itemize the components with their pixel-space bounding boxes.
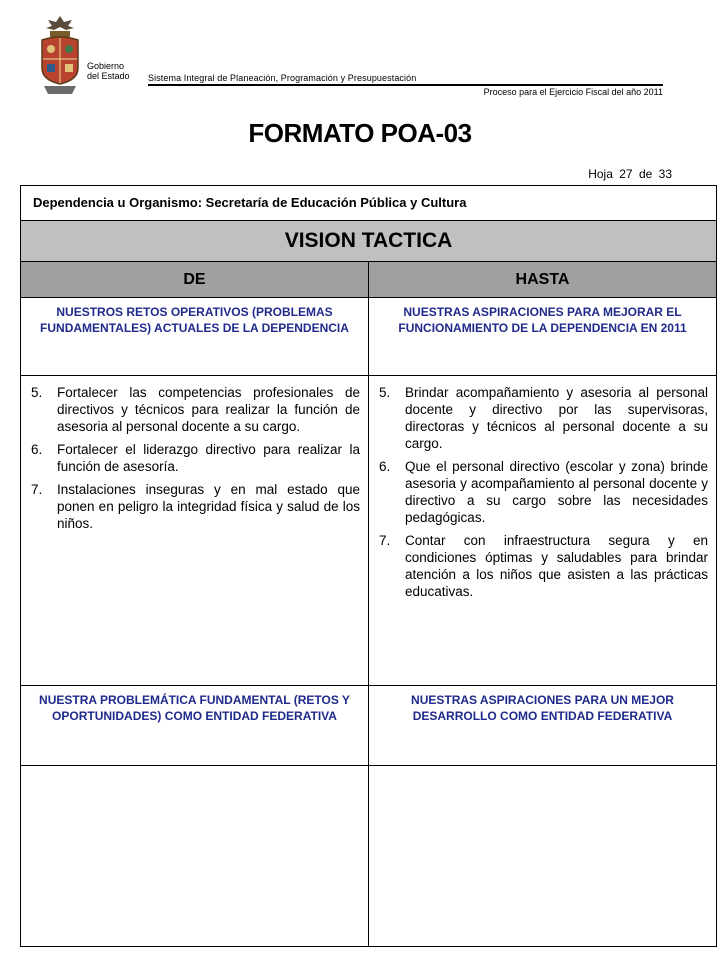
- form-title: FORMATO POA-03: [248, 118, 472, 148]
- list-item-text: Brindar acompañamiento y asesoria al personal docente y directivo por las supervisoras, directoras y técnicos al personal docente a su cargo.: [405, 384, 708, 451]
- content-to-cell: [369, 375, 717, 685]
- list-item-number: 5.: [31, 384, 43, 400]
- sheet-of: de: [638, 167, 653, 181]
- agency-row: [21, 186, 717, 221]
- subheading2-row: [21, 686, 717, 766]
- agency-cell: Dependencia u Organismo: Secretaría de Educación Pública y Cultura: [21, 186, 717, 221]
- content-row: [21, 375, 717, 685]
- list-item-number: 5.: [379, 384, 391, 400]
- list-item-text: Que el personal directivo (escolar y zona) brinde asesoria y acompañamiento al personal docente y directivo a su cargo sobre las necesidades pedagógicas.: [405, 458, 708, 525]
- to-item-list: [369, 384, 708, 600]
- empty-from-cell: [21, 765, 369, 946]
- column-header-row: [21, 262, 717, 298]
- government-label: [87, 61, 130, 81]
- section-title: VISION TACTICA: [21, 220, 717, 261]
- list-item-text: Fortalecer el liderazgo directivo para realizar la función de asesoría.: [57, 441, 360, 474]
- system-title: Sistema Integral de Planeación, Programación y Presupuestación: [148, 73, 417, 83]
- government-label-line2: del Estado: [87, 71, 130, 81]
- content-from-cell: [21, 375, 369, 685]
- header-divider: [148, 84, 663, 86]
- process-year-line: Proceso para el Ejercicio Fiscal del año 2011: [483, 87, 663, 97]
- vision-tactica-table: [20, 185, 717, 947]
- list-item-number: 7.: [31, 481, 43, 497]
- list-item-text: Contar con infraestructura segura y en condiciones óptimas y saludables para brindar atención a los niños que asisten a las prácticas educativas.: [405, 532, 708, 599]
- subheading-to: NUESTRAS ASPIRACIONES PARA MEJORAR EL FUNCIONAMIENTO DE LA DEPENDENCIA EN 2011: [369, 298, 717, 376]
- empty-to-cell: [369, 765, 717, 946]
- list-item: [21, 384, 360, 435]
- section-title-row: [21, 220, 717, 261]
- list-item: [369, 384, 708, 452]
- list-item: [369, 458, 708, 526]
- list-item-number: 7.: [379, 532, 391, 548]
- column-header-from: DE: [21, 262, 369, 298]
- sheet-label: Hoja: [588, 167, 613, 181]
- subheading-row: [21, 298, 717, 376]
- subheading2-to: NUESTRAS ASPIRACIONES PARA UN MEJOR DESARROLLO COMO ENTIDAD FEDERATIVA: [369, 686, 717, 766]
- list-item-text: Fortalecer las competencias profesionales de directivos y técnicos para realizar la función de asesoria al personal docente a su cargo.: [57, 384, 360, 434]
- list-item: [21, 481, 360, 532]
- government-label-line1: Gobierno: [87, 61, 125, 71]
- sheet-number: [588, 167, 672, 181]
- state-seal-logo: [36, 14, 84, 98]
- list-item-number: 6.: [379, 458, 391, 474]
- list-item-number: 6.: [31, 441, 43, 457]
- from-item-list: [21, 384, 360, 532]
- list-item: [21, 441, 360, 475]
- empty-row: [21, 765, 717, 946]
- sheet-current: 27: [619, 167, 633, 181]
- subheading-from: NUESTROS RETOS OPERATIVOS (PROBLEMAS FUNDAMENTALES) ACTUALES DE LA DEPENDENCIA: [21, 298, 369, 376]
- column-header-to: HASTA: [369, 262, 717, 298]
- list-item: [369, 532, 708, 600]
- subheading2-from: NUESTRA PROBLEMÁTICA FUNDAMENTAL (RETOS Y OPORTUNIDADES) COMO ENTIDAD FEDERATIVA: [21, 686, 369, 766]
- sheet-total: 33: [658, 167, 672, 181]
- list-item-text: Instalaciones inseguras y en mal estado que ponen en peligro la integridad física y salud de los niños.: [57, 481, 360, 531]
